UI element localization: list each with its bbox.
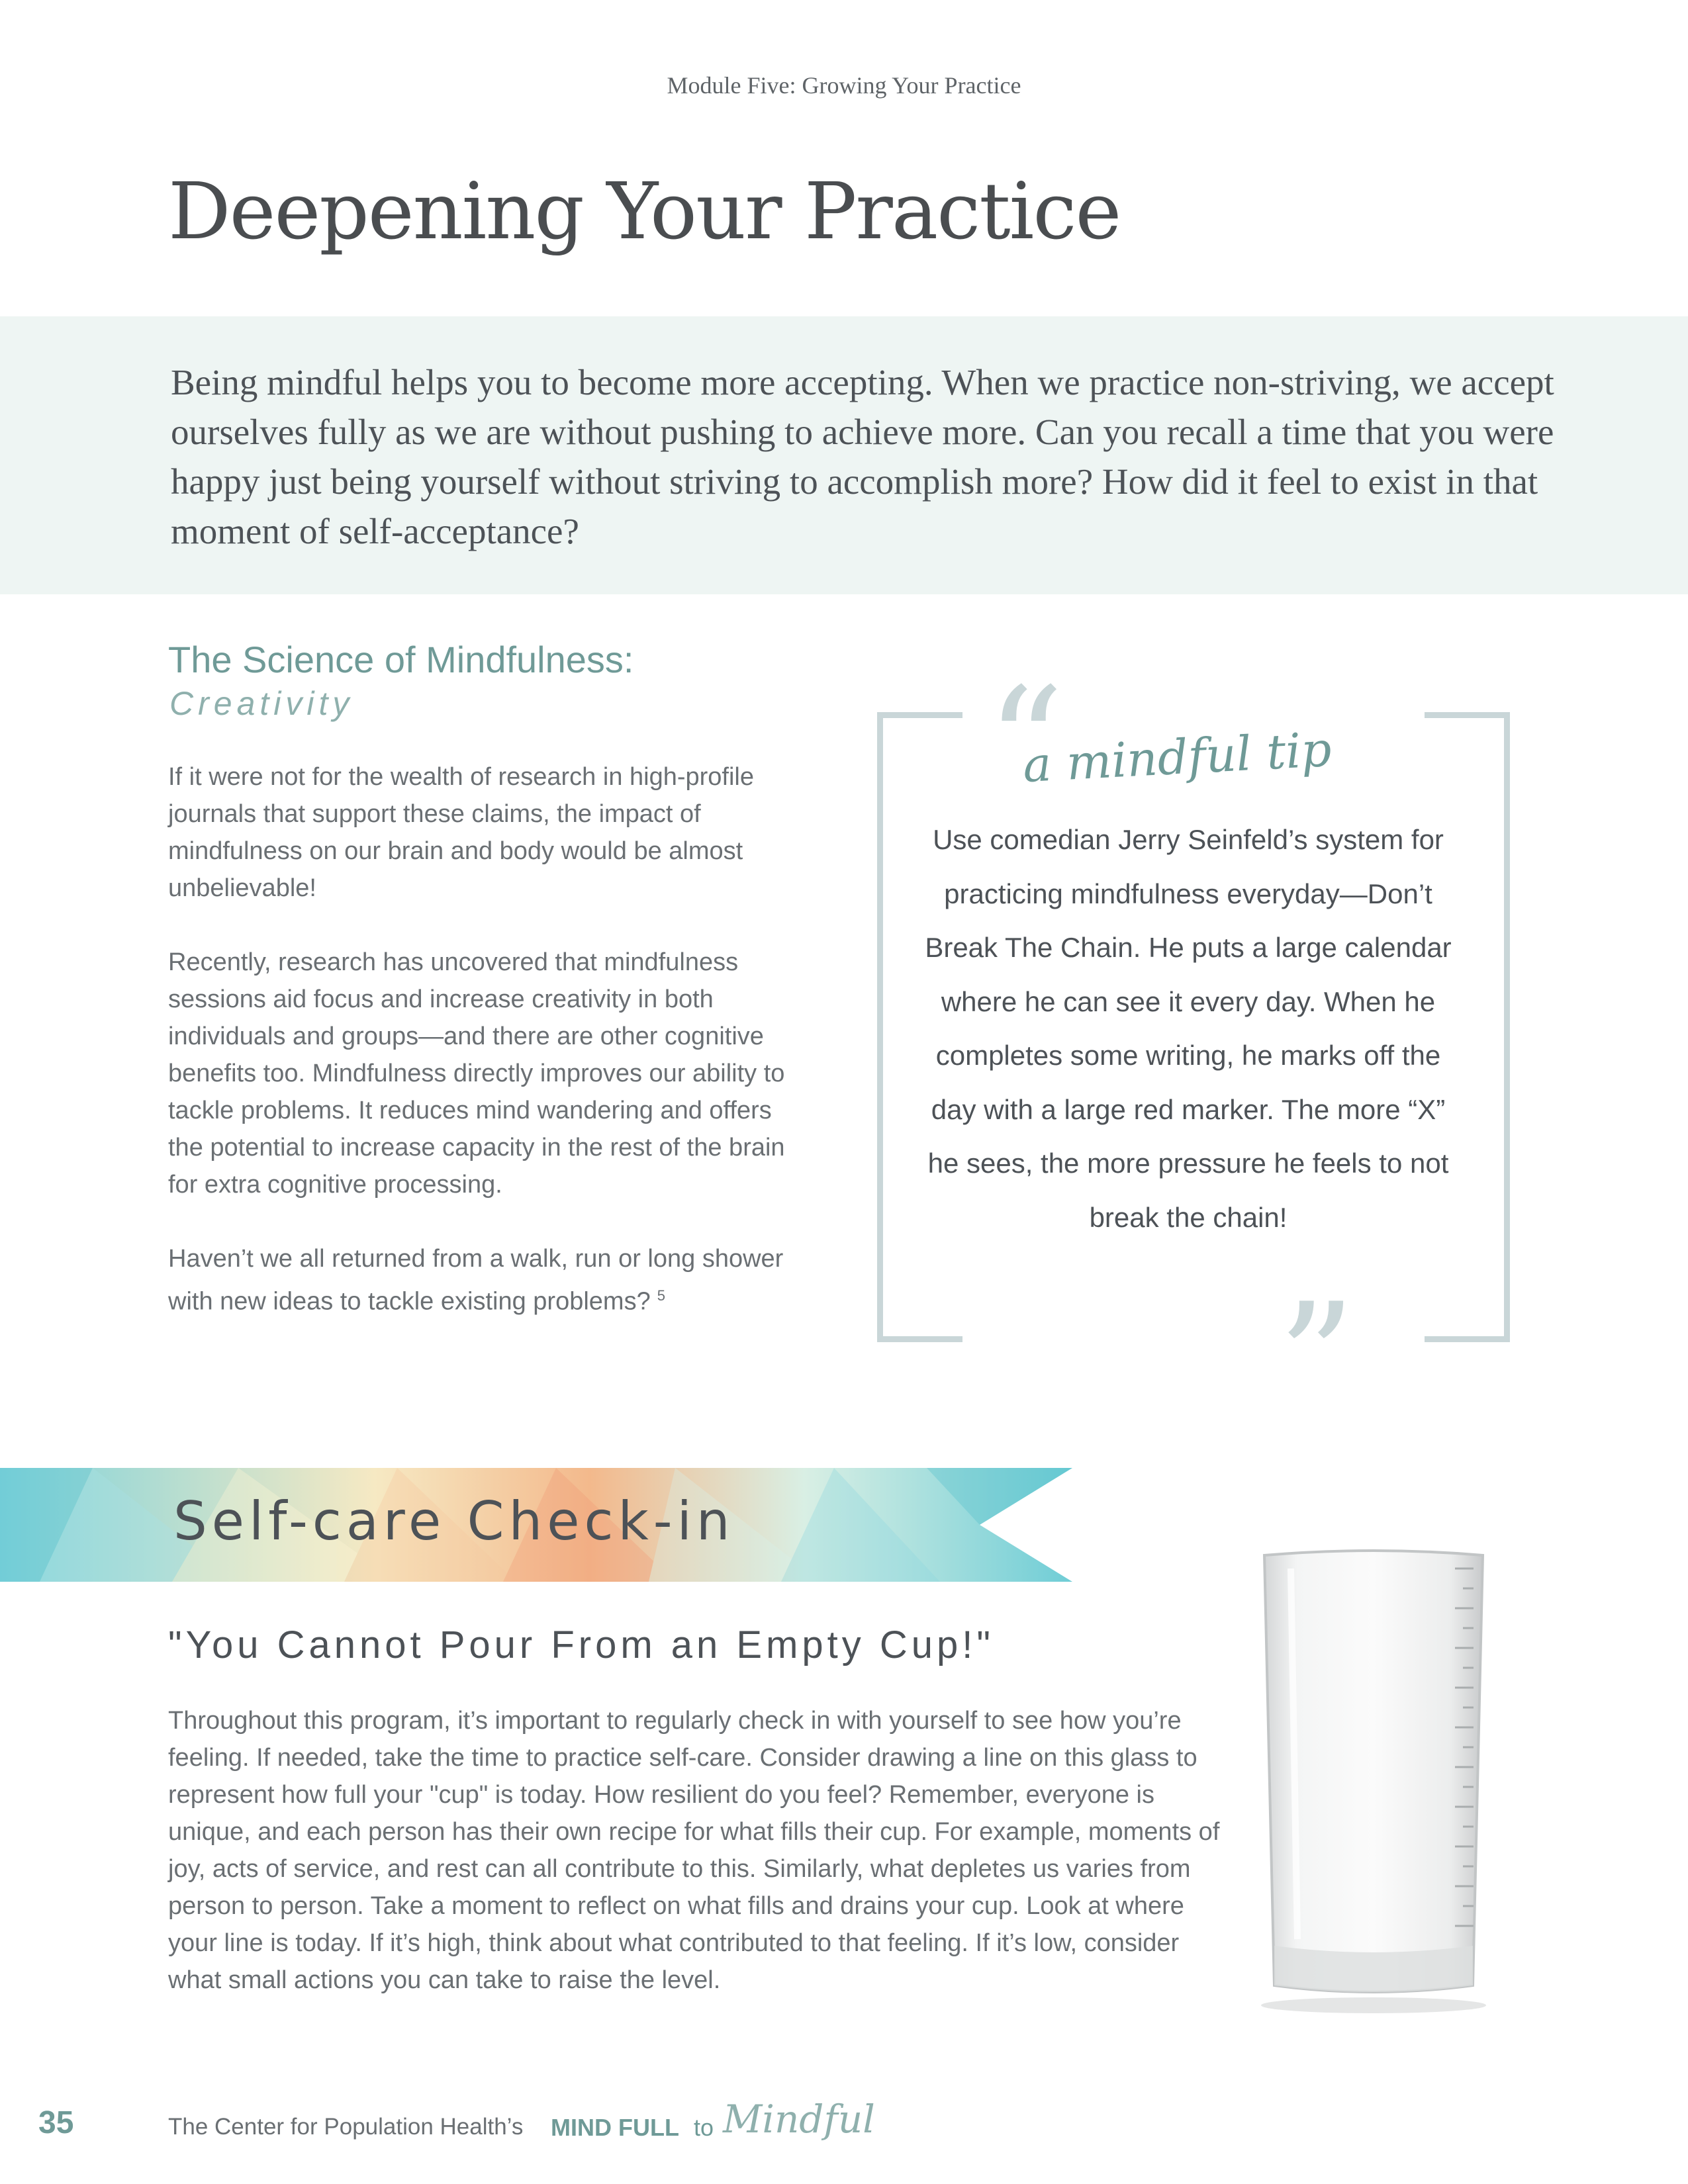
footer-script-logo: Mindful xyxy=(723,2097,875,2142)
intro-text: Being mindful helps you to become more accepting. When we practice non-striving, we accept ourselves fully as we are without pushing to achieve more. Can you recall a time that you were happy just being yourself without striving to accomplish more? How did it feel to exist in that moment of self-acceptance? xyxy=(171,362,1554,551)
science-paragraph-3: Haven’t we all returned from a walk, run or long shower with new ideas to tackle existing problems? $^5$ xyxy=(168,1245,784,1316)
footer-org: The Center for Population Health’s xyxy=(168,2114,524,2140)
science-subtitle: Creativity xyxy=(169,685,354,722)
footer-to: to xyxy=(694,2114,714,2141)
footer-brand: MIND FULL xyxy=(551,2114,679,2141)
open-quote-icon: “ xyxy=(986,656,1064,833)
page-number: 35 xyxy=(38,2105,74,2140)
self-care-title: Self-care Check-in xyxy=(173,1490,735,1552)
science-paragraph-2: Recently, research has uncovered that mindfulness sessions aid focus and increase creativity in both individuals and groups—and there are other cognitive benefits too. Mindfulness directly improves our ability to tackle problems. It reduces mind wandering and offers the potential to increase capacity in the rest of the brain for extra cognitive processing. xyxy=(168,948,785,1199)
science-paragraph-1: If it were not for the wealth of research in high-profile journals that support these claims, the impact of mindfulness on our brain and body would be almost unbelievable! xyxy=(168,763,755,902)
tip-text: Use comedian Jerry Seinfeld’s system for practicing mindfulness everyday—Don’t Break The Chain. He puts a large calendar where he can see it every day. When he completes some writing, he marks off the day with a large red marker. The more “X” he sees, the more pressure he feels to not break the chain! xyxy=(925,824,1452,1233)
close-quote-icon: ” xyxy=(1278,1271,1356,1448)
empty-cup-heading: "You Cannot Pour From an Empty Cup!" xyxy=(168,1623,994,1666)
tip-title: a mindful tip xyxy=(1021,721,1333,794)
measuring-glass-image xyxy=(1244,1542,1503,2019)
self-care-paragraph: Throughout this program, it’s important to regularly check in with yourself to see how you’re feeling. If needed, take the time to practice self-care. Consider drawing a line on this glass to represent how full your "cup" is today. How resilient do you feel? Remember, everyone is unique, and each person has their own recipe for what fills their cup. For example, moments of joy, acts of service, and rest can all contribute to this. Similarly, what depletes us varies from person to person. Take a moment to reflect on what fills and drains your cup. Look at where your line is today. If it’s high, think about what contributed to that feeling. If it’s low, consider what small actions you can take to raise the level. xyxy=(168,1707,1220,1994)
footnote-marker: 5 xyxy=(657,1287,665,1304)
page-title: Deepening Your Practice xyxy=(168,165,1121,257)
module-header: Module Five: Growing Your Practice xyxy=(667,72,1021,99)
science-title: The Science of Mindfulness: xyxy=(168,639,634,680)
